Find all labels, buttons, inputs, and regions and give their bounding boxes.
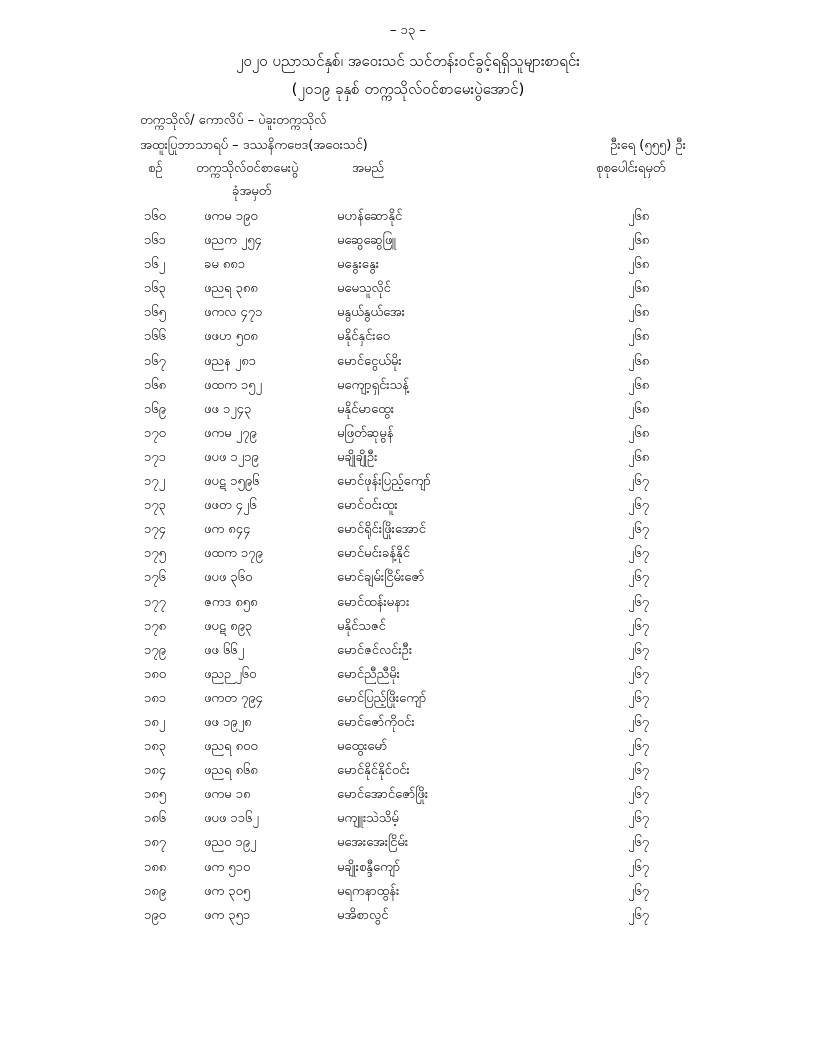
roll-number-cell: ဖထက ၁၇၉	[204, 546, 263, 562]
table-row	[0, 473, 816, 497]
table-row	[0, 304, 816, 328]
roll-number-cell: ဖညဉ ၂၆၀	[204, 666, 257, 682]
total-mark-cell: ၂၆၇	[628, 787, 650, 803]
student-name-cell: မောင်ညီညီမိုး	[337, 666, 400, 682]
student-name-cell: မောင်ဇော်ကိုဝင်း	[337, 714, 415, 730]
student-name-cell: မောင်ချမ်းငြိမ်းဇော်	[337, 570, 425, 586]
roll-number-cell: ဖကလ ၄၇၁	[204, 305, 263, 321]
roll-number-cell: ဖကမ ၁၉၀	[204, 209, 258, 224]
roll-number-cell: ဖကမ ၁၈	[204, 787, 251, 803]
header-roll: တက္ကသိုလ်ဝင်စာမေးပွဲ	[196, 161, 299, 176]
total-mark-cell: ၂၆၇	[628, 739, 650, 755]
page-number: – ၁၃ –	[390, 23, 426, 38]
student-name-cell: မနိုင်သဇင်	[337, 618, 386, 634]
serial-cell: ၁၇၀	[144, 425, 166, 441]
roll-number-cell: ဖပဋ ၈၉၃	[204, 618, 253, 634]
roll-number-cell: ဇကဒ ၈၅၈	[204, 594, 258, 610]
header-serial: စဉ်	[148, 161, 163, 176]
table-row	[0, 594, 816, 618]
serial-cell: ၁၈၉	[144, 883, 167, 899]
serial-cell: ၁၇၂	[144, 474, 166, 490]
roll-number-cell: ဖညရ ၈၆၈	[204, 763, 258, 779]
serial-cell: ၁၇၄	[144, 522, 166, 538]
student-name-cell: မောင်ရိုင်းဖြိုးအောင်	[337, 522, 426, 538]
student-name-cell: မထွေးမော်	[337, 739, 388, 755]
serial-cell: ၁၈၁	[144, 690, 167, 706]
table-row	[0, 883, 816, 907]
table-row	[0, 762, 816, 786]
total-mark-cell: ၂၆၇	[628, 498, 650, 514]
student-name-cell: မောင်ငွေယ်မိုး	[337, 353, 402, 369]
serial-cell: ၁၇၅	[144, 546, 166, 562]
subject-line: အထူးပြုဘာသာရပ် – ဒဿနိကဗေဒ(အဝေးသင်)	[140, 138, 368, 153]
total-mark-cell: ၂၆၇	[628, 763, 650, 779]
student-name-cell: မဆွေဆွေဖြူ	[337, 233, 397, 249]
student-name-cell: မောင်ပြည့်ဖြိုးကျော်	[337, 690, 427, 706]
results-list	[0, 208, 816, 931]
serial-cell: ၁၈၇	[144, 835, 167, 851]
total-mark-cell: ၂၆၇	[628, 859, 650, 875]
table-row	[0, 521, 816, 545]
serial-cell: ၁၈၀	[144, 666, 167, 682]
roll-number-cell: ဖဖ ၁၉၂၈	[204, 714, 252, 730]
roll-number-cell: ဖပဋ ၁၅၉၆	[204, 474, 260, 490]
roll-number-cell: ဖပဖ ၁၂၁၉	[204, 449, 259, 465]
total-mark-cell: ၂၆၈	[628, 449, 650, 465]
table-row	[0, 907, 816, 931]
table-row	[0, 256, 816, 280]
student-name-cell: မနွေးနွေး	[337, 257, 380, 273]
total-mark-cell: ၂၆၇	[628, 811, 650, 827]
table-row	[0, 642, 816, 666]
student-name-cell: မောင်ထန်းမနား	[337, 594, 410, 610]
header-roll-sub: ခုံအမှတ်	[232, 184, 272, 199]
serial-cell: ၁၆၉	[144, 401, 166, 417]
roll-number-cell: ဖညန ၂၈၁	[204, 353, 256, 369]
table-row	[0, 714, 816, 738]
total-mark-cell: ၂၆၇	[628, 618, 650, 634]
student-name-cell: မဟန်ဆောနိုင်	[337, 209, 403, 224]
total-mark-cell: ၂၆၈	[628, 305, 650, 321]
total-mark-cell: ၂၆၈	[628, 329, 650, 345]
table-row	[0, 425, 816, 449]
total-mark-cell: ၂၆၈	[628, 281, 650, 297]
roll-number-cell: ဖဖတ ၄၂၆	[204, 498, 257, 514]
total-mark-cell: ၂၆၇	[628, 642, 650, 658]
serial-cell: ၁၇၇	[144, 594, 166, 610]
student-name-cell: မောင်အောင်ဇော်ဖြိုး	[337, 787, 429, 803]
count-line: ဦးရေ (၅၅၅) ဦး	[610, 138, 686, 153]
student-name-cell: မအိစာလွင်	[337, 907, 389, 923]
student-name-cell: မောင်နိုင်နိုင်ဝင်း	[337, 763, 410, 779]
roll-number-cell: ဖဖဟ ၅၀၈	[204, 329, 258, 345]
roll-number-cell: ဖထက ၁၅၂	[204, 377, 262, 393]
table-row	[0, 810, 816, 834]
serial-cell: ၁၆၆	[144, 329, 166, 345]
table-row	[0, 449, 816, 473]
student-name-cell: မချိုးစန္ဒီကျော်	[337, 859, 401, 875]
student-name-cell: မောင်မင်းခန့်နိုင်	[337, 546, 410, 562]
student-name-cell: မကျူးသဲသိမ့်	[337, 811, 399, 827]
student-name-cell: မဖြတ်ဆုမွန်	[337, 425, 394, 441]
serial-cell: ၁၈၄	[144, 763, 167, 779]
table-row	[0, 666, 816, 690]
student-name-cell: မောင်ဇင်လင်းဦး	[337, 642, 413, 658]
roll-number-cell: ဖက ၅၁၀	[204, 859, 251, 875]
roll-number-cell: ဖညရ ၈၀၀	[204, 739, 258, 755]
total-mark-cell: ၂၆၇	[628, 594, 650, 610]
roll-number-cell: ဖပဖ ၃၆၀	[204, 570, 253, 586]
table-row	[0, 859, 816, 883]
serial-cell: ၁၆၅	[144, 305, 166, 321]
document-subtitle: (၂၀၁၉ ခုနှစ် တက္ကသိုလ်ဝင်စာမေးပွဲအောင်)	[291, 80, 525, 98]
roll-number-cell: ဖကတ ၇၉၄	[204, 690, 263, 706]
total-mark-cell: ၂၆၇	[628, 474, 650, 490]
serial-cell: ၁၇၈	[144, 618, 167, 634]
table-row	[0, 545, 816, 569]
student-name-cell: မောင်ဝင်းထူး	[337, 498, 398, 514]
total-mark-cell: ၂၆၇	[628, 690, 650, 706]
serial-cell: ၁၆၇	[144, 353, 166, 369]
serial-cell: ၁၇၃	[144, 498, 166, 514]
student-name-cell: မနိုင်နှင်းဝေ	[337, 329, 390, 345]
roll-number-cell: ဖက ၈၄၄	[204, 522, 251, 538]
table-row	[0, 208, 816, 232]
header-total: စုစုပေါင်းရမှတ်	[596, 161, 666, 176]
student-name-cell: မနိုင်မာထွေး	[337, 401, 395, 417]
table-row	[0, 786, 816, 810]
roll-number-cell: ဖညက ၂၅၄	[204, 233, 262, 249]
serial-cell: ၁၈၈	[144, 859, 167, 875]
total-mark-cell: ၂၆၈	[628, 377, 650, 393]
serial-cell: ၁၆၃	[144, 281, 166, 297]
roll-number-cell: ဖဖ ၆၆၂	[204, 642, 244, 658]
total-mark-cell: ၂၆၈	[628, 425, 650, 441]
roll-number-cell: ဖက ၃၅၁	[204, 907, 251, 923]
roll-number-cell: ဖဖ ၁၂၄၃	[204, 401, 252, 417]
student-name-cell: မနွယ်နွယ်အေး	[337, 305, 405, 321]
roll-number-cell: ဖကမ ၂၇၉	[204, 425, 257, 441]
total-mark-cell: ၂၆၇	[628, 522, 650, 538]
serial-cell: ၁၇၆	[144, 570, 166, 586]
student-name-cell: မအေးအေးငြိမ်း	[337, 835, 409, 851]
table-row	[0, 328, 816, 352]
total-mark-cell: ၂၆၇	[628, 883, 650, 899]
total-mark-cell: ၂၆၇	[628, 546, 650, 562]
serial-cell: ၁၈၂	[144, 714, 166, 730]
roll-number-cell: ဖညဝ ၁၉၂	[204, 835, 257, 851]
student-name-cell: မောင်ဖုန်းပြည့်ကျော်	[337, 474, 431, 490]
serial-cell: ၁၆၀	[144, 209, 166, 224]
serial-cell: ၁၆၁	[144, 233, 166, 249]
table-row	[0, 280, 816, 304]
table-row	[0, 569, 816, 593]
serial-cell: ၁၈၆	[144, 811, 167, 827]
total-mark-cell: ၂၆၈	[628, 353, 650, 369]
table-row	[0, 690, 816, 714]
total-mark-cell: ၂၆၈	[628, 233, 650, 249]
serial-cell: ၁၇၁	[144, 449, 166, 465]
table-row	[0, 497, 816, 521]
roll-number-cell: ဖက ၃၀၅	[204, 883, 251, 899]
table-row	[0, 401, 816, 425]
total-mark-cell: ၂၆၇	[628, 570, 650, 586]
serial-cell: ၁၆၈	[144, 377, 167, 393]
total-mark-cell: ၂၆၇	[628, 714, 650, 730]
document-title: ၂၀၂၀ ပညာသင်နှစ်၊ အဝေးသင် သင်တန်းဝင်ခွင့်ရရှိသူများစာရင်း	[236, 52, 580, 70]
table-row	[0, 834, 816, 858]
table-row	[0, 232, 816, 256]
student-name-cell: မရကနာထွန်း	[337, 883, 400, 899]
total-mark-cell: ၂၆၈	[628, 209, 650, 224]
serial-cell: ၁၈၅	[144, 787, 167, 803]
serial-cell: ၁၆၂	[144, 257, 166, 273]
total-mark-cell: ၂၆၇	[628, 666, 650, 682]
total-mark-cell: ၂၆၇	[628, 907, 650, 923]
table-row	[0, 618, 816, 642]
table-row	[0, 377, 816, 401]
roll-number-cell: ခမ ၈၈၁	[204, 257, 246, 273]
total-mark-cell: ၂၆၈	[628, 401, 650, 417]
roll-number-cell: ဖပဖ ၁၁၆၂	[204, 811, 259, 827]
student-name-cell: မကျော့ရှင်းသန့်	[337, 377, 409, 393]
serial-cell: ၁၈၃	[144, 739, 167, 755]
roll-number-cell: ဖညရ ၃၈၈	[204, 281, 258, 297]
serial-cell: ၁၇၉	[144, 642, 166, 658]
total-mark-cell: ၂၆၈	[628, 257, 650, 273]
table-row	[0, 738, 816, 762]
serial-cell: ၁၉၀	[144, 907, 166, 923]
student-name-cell: မမေသူလိုင်	[337, 281, 391, 297]
total-mark-cell: ၂၆၇	[628, 835, 650, 851]
table-row	[0, 353, 816, 377]
university-line: တက္ကသိုလ်/ ကောလိပ် – ပဲခူးတက္ကသိုလ်	[140, 113, 327, 128]
header-name: အမည်	[352, 161, 384, 176]
student-name-cell: မချိုချိုဦး	[337, 449, 378, 465]
